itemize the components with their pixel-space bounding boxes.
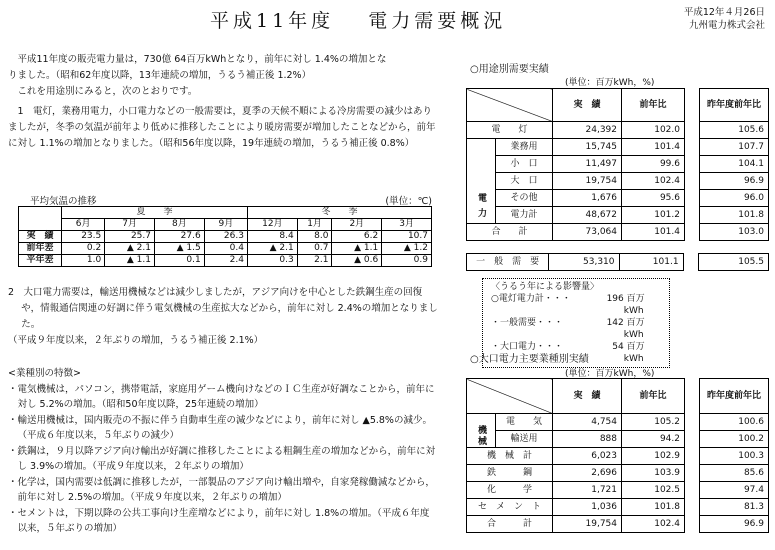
- leap-title: 〈うるう年による影響量〉: [491, 282, 600, 292]
- temp-cell: ▲ 2.1: [247, 243, 297, 255]
- usage-row: [467, 190, 769, 207]
- large-name: 化 学: [467, 482, 553, 499]
- temp-cell: 0.9: [382, 255, 432, 267]
- intro-line-2: りました。（昭和62年度以降，13年連続の増加，うるう補正後 1.2%）: [8, 70, 312, 81]
- features-section: [8, 366, 438, 537]
- temp-row-label: 前年差: [19, 243, 62, 255]
- title-year: 平成11年度: [210, 10, 335, 32]
- usage-actual: 11,497: [553, 156, 622, 173]
- usage-col-actual: 実 績: [553, 89, 622, 122]
- company-name: 九州電力株式会社: [688, 20, 765, 31]
- temp-cell: 26.3: [204, 231, 247, 243]
- intro-section: [8, 52, 438, 152]
- large-prev: 100.6: [700, 414, 769, 431]
- temp-winter-header: 冬 季: [247, 207, 431, 219]
- leap-label: ・一般需要・・・: [491, 318, 564, 328]
- large-ratio: 105.2: [622, 414, 685, 431]
- large-actual: 1,036: [553, 499, 622, 516]
- temp-unit: (単位：℃): [385, 196, 432, 207]
- temp-month-7: 3月: [382, 219, 432, 231]
- features-title: <業種別の特徴>: [8, 368, 81, 379]
- temp-row: [19, 255, 432, 267]
- leap-label: ・大口電力・・・: [491, 342, 564, 352]
- leap-value: 54: [612, 342, 624, 352]
- large-col-prev: 昨年度前年比: [700, 379, 769, 414]
- usage-ratio: 102.0: [622, 122, 685, 139]
- large-actual: 2,696: [553, 465, 622, 482]
- temp-month-6: 2月: [332, 219, 382, 231]
- temp-month-3: 9月: [204, 219, 247, 231]
- usage-prev: 101.8: [700, 207, 769, 224]
- temp-cell: 0.4: [204, 243, 247, 255]
- leap-value: 196: [606, 294, 624, 304]
- usage-corner: [467, 89, 553, 122]
- usage-actual: 15,745: [553, 139, 622, 156]
- usage-name: 合 計: [467, 224, 553, 241]
- usage-ratio: 95.6: [622, 190, 685, 207]
- usage-name: 業務用: [496, 139, 553, 156]
- temp-cell: ▲ 1.1: [332, 243, 382, 255]
- usage-ratio: 99.6: [622, 156, 685, 173]
- temp-row: [19, 243, 432, 255]
- usage-name: 小 口: [496, 156, 553, 173]
- large-name: 機 械 計: [467, 448, 553, 465]
- intro-line-1: 平成11年度の販売電力量は，730億 64百万kWhとなり，前年に対し 1.4%の増加とな: [17, 54, 387, 65]
- general-demand-table: [466, 253, 769, 271]
- temp-corner: [19, 207, 62, 231]
- temp-month-0: 6月: [62, 219, 105, 231]
- leap-unit: 百万kWh: [623, 318, 645, 340]
- temp-cell: 2.1: [297, 255, 332, 267]
- usage-section-title: ○用途別需要実績: [470, 64, 549, 75]
- temp-cell: 1.0: [62, 255, 105, 267]
- usage-actual: 1,676: [553, 190, 622, 207]
- large-ratio: 102.4: [622, 516, 685, 533]
- temp-month-2: 8月: [154, 219, 204, 231]
- general-name: 一 般 需 要: [467, 254, 549, 271]
- feature-item-4: ・セメントは，下期以降の公共工事向け生産増などにより，前年に対し 1.8%の増加。（平成６年度以来，５年ぶりの増加）: [8, 507, 430, 534]
- large-actual: 19,754: [553, 516, 622, 533]
- large-name: 合 計: [467, 516, 553, 533]
- large-prev: 100.2: [700, 431, 769, 448]
- usage-actual: 73,064: [553, 224, 622, 241]
- large-row: [467, 448, 769, 465]
- usage-ratio: 102.4: [622, 173, 685, 190]
- leap-unit: 百万kWh: [623, 342, 645, 364]
- leap-row: [491, 293, 661, 317]
- large-col-ratio: 前年比: [622, 379, 685, 414]
- usage-row: [467, 156, 769, 173]
- large-row: [467, 516, 769, 533]
- large-name: セ メ ン ト: [467, 499, 553, 516]
- temp-cell: 0.3: [247, 255, 297, 267]
- usage-ratio: 101.2: [622, 207, 685, 224]
- temp-month-1: 7月: [105, 219, 155, 231]
- large-corner: [467, 379, 553, 414]
- large-prev: 100.3: [700, 448, 769, 465]
- general-prev: 105.5: [698, 254, 768, 271]
- item-2-note: （平成９年度以来，２年ぶりの増加，うるう補正後 2.1%）: [8, 335, 264, 346]
- temp-title: 平均気温の推移: [30, 196, 97, 207]
- usage-unit: (単位：百万kWh，%): [565, 78, 655, 88]
- usage-col-prev: 昨年度前年比: [700, 89, 769, 122]
- usage-prev: 103.0: [700, 224, 769, 241]
- temp-cell: 8.4: [247, 231, 297, 243]
- temp-cell: 23.5: [62, 231, 105, 243]
- temp-row: [19, 231, 432, 243]
- temp-cell: ▲ 0.6: [332, 255, 382, 267]
- usage-actual: 48,672: [553, 207, 622, 224]
- temp-row-label: 実 績: [19, 231, 62, 243]
- publish-info: [684, 6, 765, 32]
- general-ratio: 101.1: [619, 254, 683, 271]
- machinery-group-label: 機械: [467, 414, 496, 448]
- usage-row: [467, 173, 769, 190]
- temp-cell: 25.7: [105, 231, 155, 243]
- temp-cell: 0.1: [154, 255, 204, 267]
- large-name: 輸送用: [496, 431, 553, 448]
- usage-prev: 96.0: [700, 190, 769, 207]
- large-actual: 888: [553, 431, 622, 448]
- temp-month-5: 1月: [297, 219, 332, 231]
- power-group-label: 電力: [467, 139, 496, 224]
- usage-row: [467, 207, 769, 224]
- large-prev: 85.6: [700, 465, 769, 482]
- feature-item-3: ・化学は，国内需要は低調に推移したが，一部製品のアジア向け輸出増や，自家発稼働減などから，前年に対し 2.5%の増加。（平成９年度以来，２年ぶりの増加）: [8, 476, 435, 503]
- usage-name: 電力計: [496, 207, 553, 224]
- large-ratio: 94.2: [622, 431, 685, 448]
- usage-prev: 105.6: [700, 122, 769, 139]
- usage-row: [467, 139, 769, 156]
- large-ratio: 103.9: [622, 465, 685, 482]
- leap-value: 142: [606, 318, 624, 328]
- temp-cell: ▲ 1.5: [154, 243, 204, 255]
- large-table: [466, 378, 769, 533]
- feature-item-1: ・輸送用機械は，国内販売の不振に伴う自動車生産の減少などにより，前年に対し ▲5.8%の減少。（平成６年度以来，５年ぶりの減少）: [8, 414, 432, 441]
- usage-name: 電 灯: [467, 122, 553, 139]
- large-row: [467, 465, 769, 482]
- page-title: [210, 6, 506, 33]
- large-section-title: ○大口電力主要業種別実績: [470, 354, 589, 365]
- usage-table: [466, 88, 769, 241]
- large-row: [467, 499, 769, 516]
- large-col-actual: 実 績: [553, 379, 622, 414]
- item-1-text: 1 電灯，業務用電力，小口電力などの一般需要は，夏季の天候不順による冷房需要の減少はありましたが，冬季の気温が前年より低めに推移したことにより暖房需要が増加したことなどから，前年に対し 1.1%の増加となりました。（昭和56年度以降，19年連続の増加，うるう補正後 0.8%）: [8, 106, 436, 149]
- large-actual: 6,023: [553, 448, 622, 465]
- large-unit: (単位：百万kWh，%): [565, 369, 655, 379]
- temp-cell: 0.7: [297, 243, 332, 255]
- temp-row-label: 平年差: [19, 255, 62, 267]
- feature-item-2: ・鉄鋼は，９月以降アジア向け輸出が好調に推移したことによる粗鋼生産の増加などから，前年に対し 3.9%の増加。（平成９年度以来，２年ぶりの増加）: [8, 445, 436, 472]
- usage-ratio: 101.4: [622, 139, 685, 156]
- leap-label: ○電灯電力計・・・: [491, 294, 571, 304]
- usage-name: その他: [496, 190, 553, 207]
- usage-actual: 24,392: [553, 122, 622, 139]
- usage-prev: 107.7: [700, 139, 769, 156]
- temp-month-4: 12月: [247, 219, 297, 231]
- leap-unit: 百万kWh: [623, 294, 645, 316]
- temp-cell: ▲ 1.1: [105, 255, 155, 267]
- temp-summer-header: 夏 季: [62, 207, 248, 219]
- large-row: [467, 482, 769, 499]
- large-prev: 96.9: [700, 516, 769, 533]
- large-ratio: 101.8: [622, 499, 685, 516]
- temp-cell: 2.4: [204, 255, 247, 267]
- general-actual: 53,310: [549, 254, 619, 271]
- large-row: [467, 431, 769, 448]
- temp-cell: 27.6: [154, 231, 204, 243]
- usage-prev: 104.1: [700, 156, 769, 173]
- large-actual: 4,754: [553, 414, 622, 431]
- temp-cell: 10.7: [382, 231, 432, 243]
- large-name: 鉄 鋼: [467, 465, 553, 482]
- temp-cell: 0.2: [62, 243, 105, 255]
- feature-item-0: ・電気機械は，パソコン，携帯電話，家庭用ゲーム機向けなどのＩＣ生産が好調なことから，前年に対し 5.2%の増加。（昭和50年度以降，25年連続の増加）: [8, 383, 435, 410]
- large-row: [467, 414, 769, 431]
- large-actual: 1,721: [553, 482, 622, 499]
- intro-line-3: これを用途別にみると，次のとおりです。: [17, 86, 198, 97]
- temp-cell: 8.0: [297, 231, 332, 243]
- large-prev: 81.3: [700, 499, 769, 516]
- usage-row: [467, 122, 769, 139]
- leap-row: [491, 317, 661, 341]
- title-main: 電力需要概況: [368, 10, 507, 32]
- temp-cell: 6.2: [332, 231, 382, 243]
- large-ratio: 102.5: [622, 482, 685, 499]
- temp-cell: ▲ 1.2: [382, 243, 432, 255]
- usage-name: 大 口: [496, 173, 553, 190]
- item-2-text: 2 大口電力需要は，輸送用機械などは減少しましたが，アジア向けを中心とした鉄鋼生産の回復や，情報通信関連の好調に伴う電気機械の生産拡大などから，前年に対し 2.4%の増加となりました。: [8, 287, 438, 330]
- large-name: 電 気: [496, 414, 553, 431]
- temp-cell: ▲ 2.1: [105, 243, 155, 255]
- large-prev: 97.4: [700, 482, 769, 499]
- temp-heading: [30, 193, 432, 207]
- usage-ratio: 101.4: [622, 224, 685, 241]
- item-2-section: [8, 285, 438, 349]
- usage-row: [467, 224, 769, 241]
- usage-prev: 96.9: [700, 173, 769, 190]
- large-ratio: 102.9: [622, 448, 685, 465]
- temperature-table: [18, 206, 432, 267]
- usage-col-ratio: 前年比: [622, 89, 685, 122]
- usage-actual: 19,754: [553, 173, 622, 190]
- publish-date: 平成12年４月26日: [683, 7, 765, 18]
